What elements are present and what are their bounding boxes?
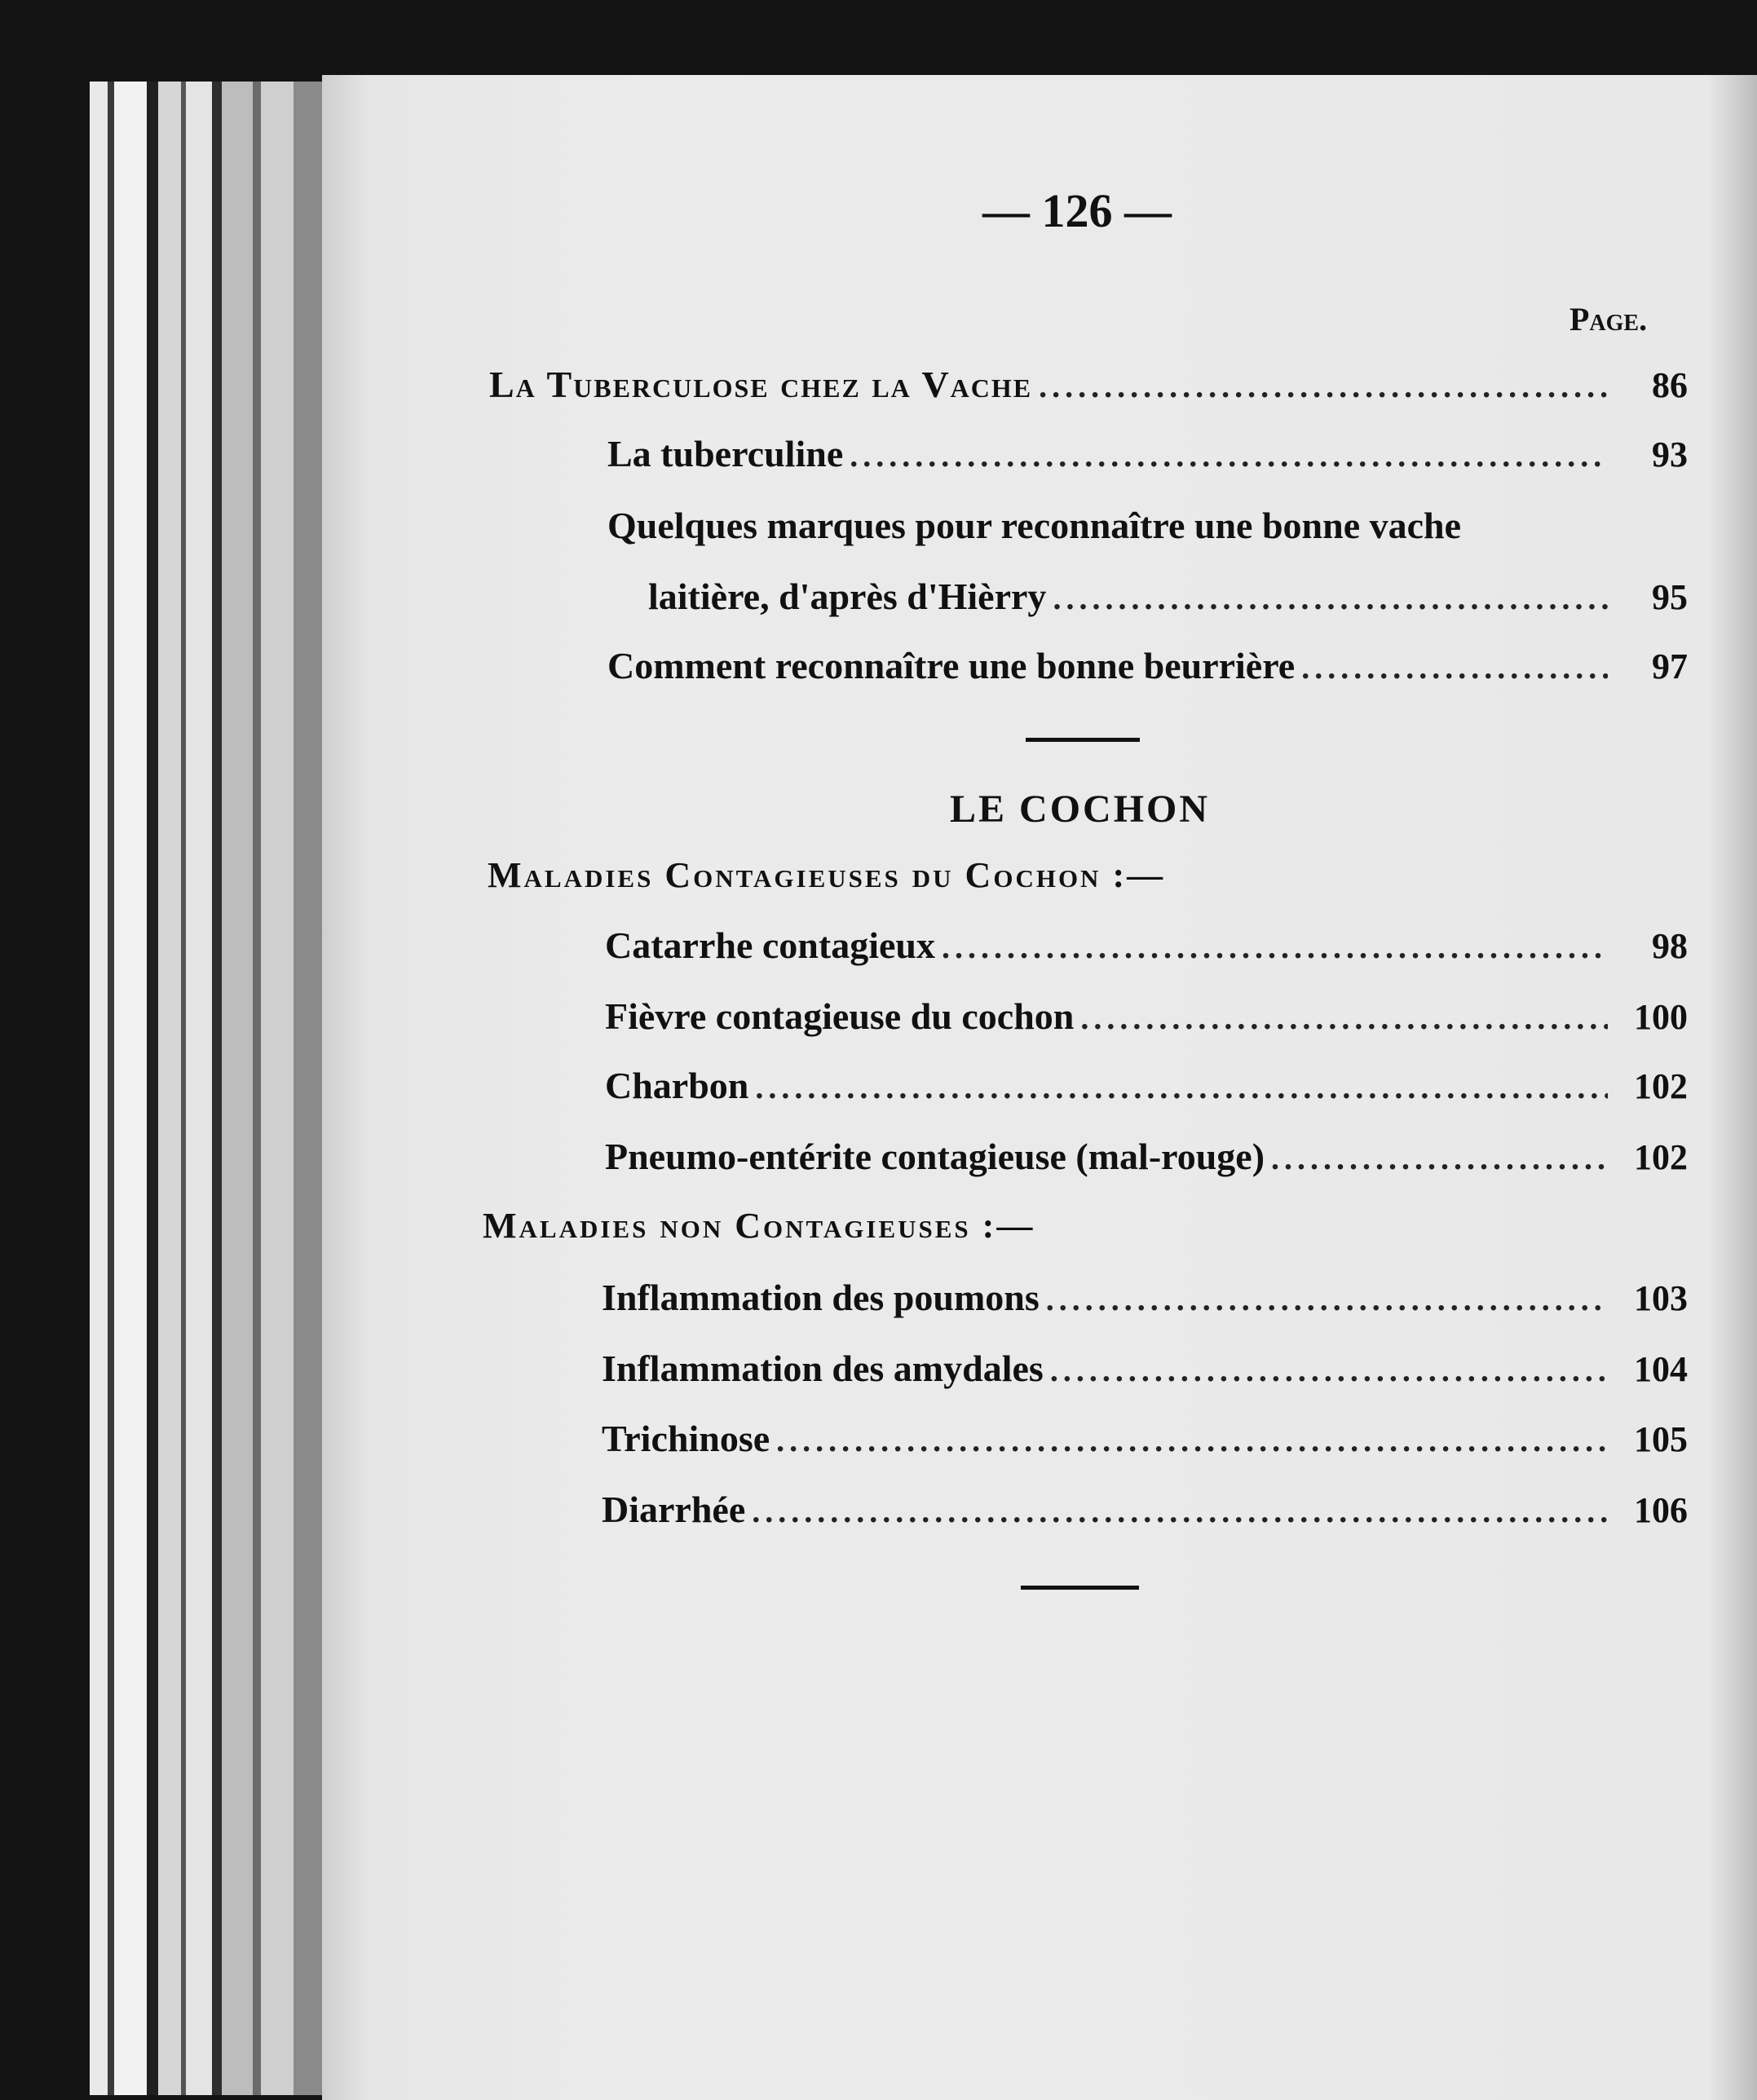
toc-entry-label: La tuberculine: [607, 433, 844, 474]
toc-entry-page: 98: [1652, 926, 1688, 966]
toc-entry: [605, 1064, 1688, 1113]
toc-entry-label: Inflammation des poumons: [602, 1277, 1040, 1318]
subsection-title: Maladies Contagieuses du Cochon :—: [488, 855, 1166, 895]
section-title: LE COCHON: [950, 788, 1211, 831]
dot-leader: [1046, 1280, 1608, 1318]
toc-entry: [602, 1488, 1688, 1537]
toc-entry-page: 104: [1634, 1349, 1688, 1389]
dot-leader: [1053, 579, 1608, 617]
toc-entry-page: 102: [1634, 1066, 1688, 1106]
section-divider: [1026, 738, 1140, 742]
toc-entry-page: 97: [1652, 646, 1688, 686]
dot-leader: [776, 1421, 1608, 1459]
toc-entry-label: Comment reconnaître une bonne beurrière: [607, 645, 1296, 686]
toc-entry: [489, 363, 1688, 412]
toc-entry-page: 103: [1634, 1278, 1688, 1318]
dot-leader: [850, 436, 1608, 474]
toc-entry-page: 106: [1634, 1490, 1688, 1530]
toc-entry: [605, 995, 1688, 1043]
toc-entry: [648, 575, 1688, 624]
dot-leader: [1039, 367, 1608, 405]
toc-entry-page: 93: [1652, 435, 1688, 474]
toc-entry-label: Charbon: [605, 1065, 749, 1106]
book-binding-edge: [90, 82, 334, 2095]
toc-entry-label: La Tuberculose chez la Vache: [489, 364, 1033, 405]
toc-entry: [605, 1135, 1688, 1184]
toc-entry: [607, 432, 1688, 481]
toc-entry-page: 86: [1652, 365, 1688, 405]
toc-entry-page: 102: [1634, 1137, 1688, 1177]
toc-entry: [602, 1417, 1688, 1466]
dot-leader: [942, 928, 1608, 966]
dot-leader: [1050, 1351, 1608, 1389]
toc-entry: [607, 644, 1688, 693]
toc-entry-page: 105: [1634, 1419, 1688, 1459]
subsection-title: Maladies non Contagieuses :—: [483, 1206, 1035, 1246]
toc-entry-label: Quelques marques pour reconnaître une bonne vache: [607, 505, 1462, 546]
dot-leader: [1301, 648, 1608, 686]
page-number: — 126 —: [982, 184, 1172, 237]
toc-entry-label: Diarrhée: [602, 1489, 746, 1530]
section-divider: [1021, 1586, 1139, 1590]
dot-leader: [752, 1492, 1608, 1530]
dot-leader: [1080, 999, 1608, 1037]
toc-entry: [602, 1347, 1688, 1396]
toc-entry: [602, 1276, 1688, 1325]
toc-entry-label: Pneumo-entérite contagieuse (mal-rouge): [605, 1136, 1265, 1177]
toc-entry: [605, 924, 1688, 973]
toc-entry-label: Fièvre contagieuse du cochon: [605, 995, 1075, 1037]
toc-entry-label: Trichinose: [602, 1418, 770, 1459]
toc-entry-page: 100: [1634, 997, 1688, 1037]
toc-entry-page: 95: [1652, 577, 1688, 617]
dot-leader: [755, 1068, 1608, 1106]
dot-leader: [1271, 1139, 1608, 1177]
toc-entry-label: Catarrhe contagieux: [605, 924, 935, 966]
toc-entry-label: Inflammation des amydales: [602, 1348, 1044, 1389]
toc-entry-label: laitière, d'après d'Hièrry: [648, 576, 1047, 617]
page-column-header: Page.: [1569, 301, 1648, 338]
